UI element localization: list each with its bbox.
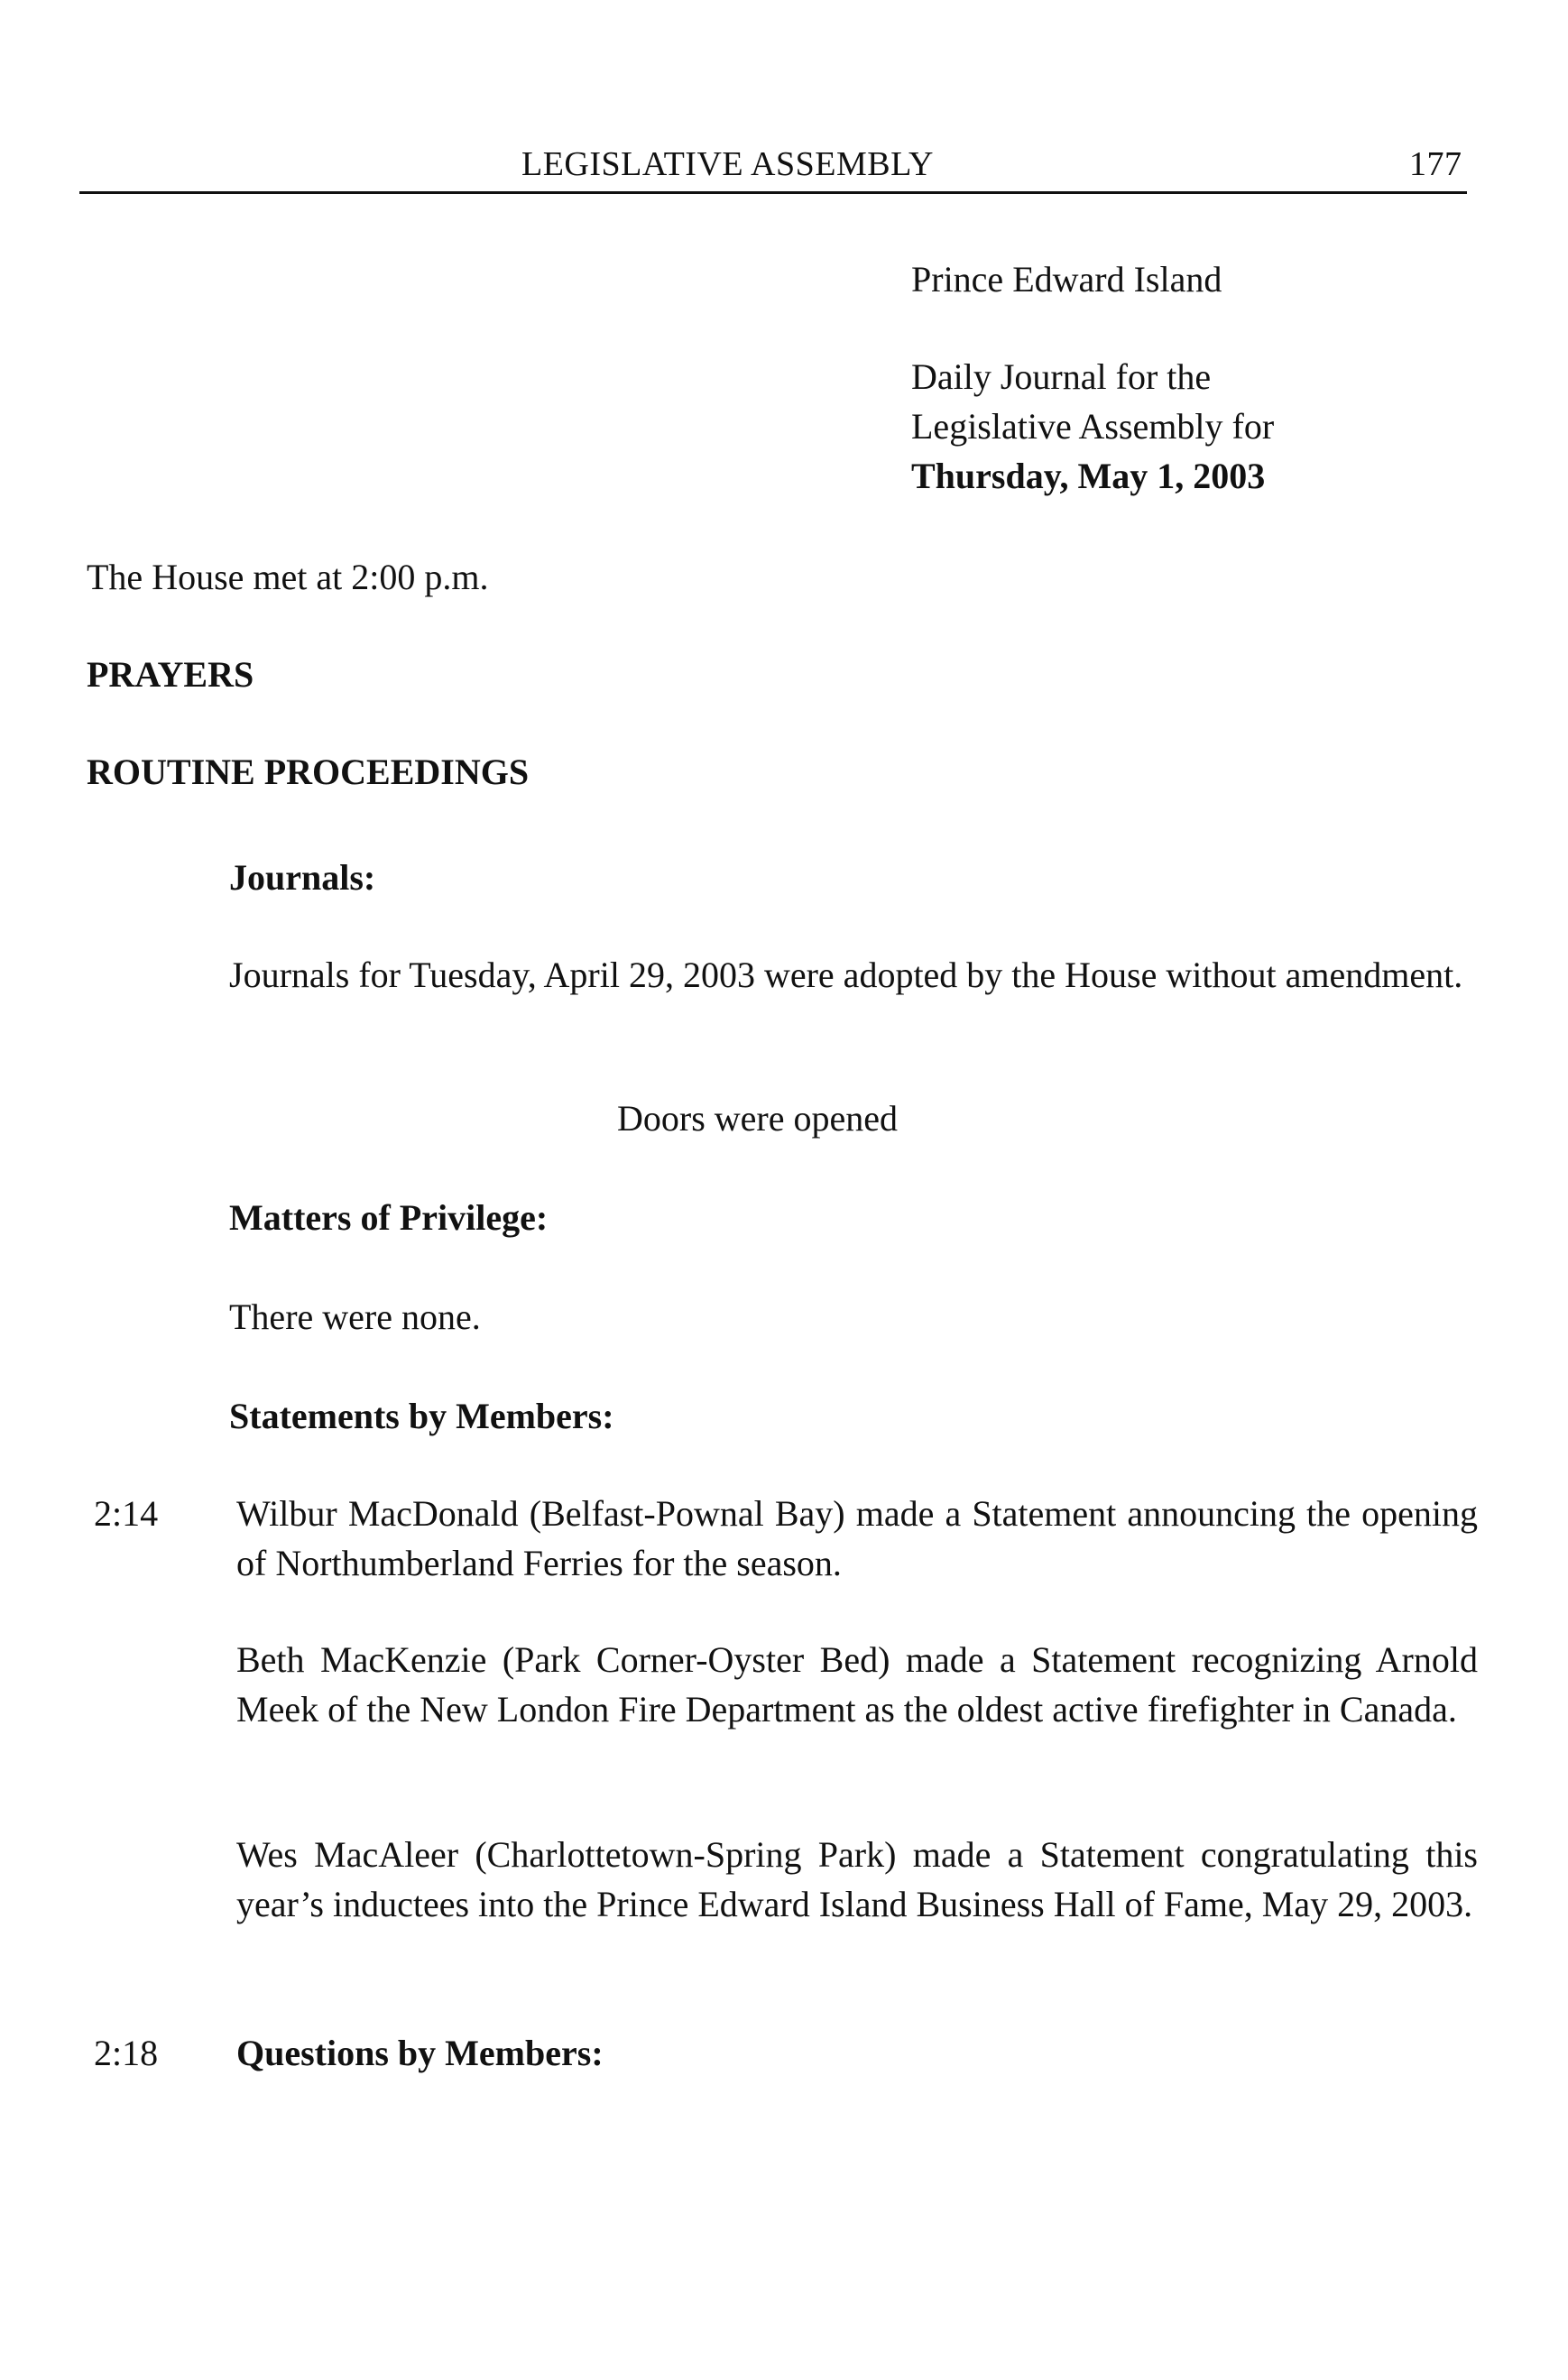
masthead-line3: Legislative Assembly for (911, 406, 1275, 447)
statements-time: 2:14 (94, 1493, 159, 1534)
statement-item: Beth MacKenzie (Park Corner-Oyster Bed) made a Statement recognizing Arnold Meek of the New London Fire Department as the oldest active firefighter in Canada. (236, 1639, 1478, 1730)
journals-text: Journals for Tuesday, April 29, 2003 were adopted by the House without amendment. (229, 955, 1463, 995)
journals-heading: Journals: (229, 857, 376, 898)
privilege-text: There were none. (229, 1296, 481, 1337)
statement-item: Wes MacAleer (Charlottetown-Spring Park) made a Statement congratulating this year’s inductees into the Prince Edward Island Business Hall of Fame, May 29, 2003. (236, 1834, 1478, 1924)
doors-opened-text: Doors were opened (617, 1098, 898, 1139)
masthead-province: Prince Edward Island (911, 259, 1222, 300)
header-rule (79, 191, 1467, 194)
questions-time: 2:18 (94, 2033, 159, 2073)
privilege-heading: Matters of Privilege: (229, 1197, 549, 1238)
prayers-heading: PRAYERS (87, 654, 254, 695)
masthead-date: Thursday, May 1, 2003 (911, 456, 1266, 496)
statement-item: Wilbur MacDonald (Belfast-Pownal Bay) made a Statement announcing the opening of Northumberland Ferries for the season. (236, 1493, 1478, 1583)
page-number: 177 (1409, 145, 1462, 183)
house-met-text: The House met at 2:00 p.m. (87, 557, 489, 597)
statements-heading: Statements by Members: (229, 1396, 614, 1436)
header-title: LEGISLATIVE ASSEMBLY (521, 145, 934, 183)
masthead-line2: Daily Journal for the (911, 356, 1212, 397)
routine-proceedings-heading: ROUTINE PROCEEDINGS (87, 752, 530, 792)
questions-heading: Questions by Members: (236, 2033, 604, 2073)
